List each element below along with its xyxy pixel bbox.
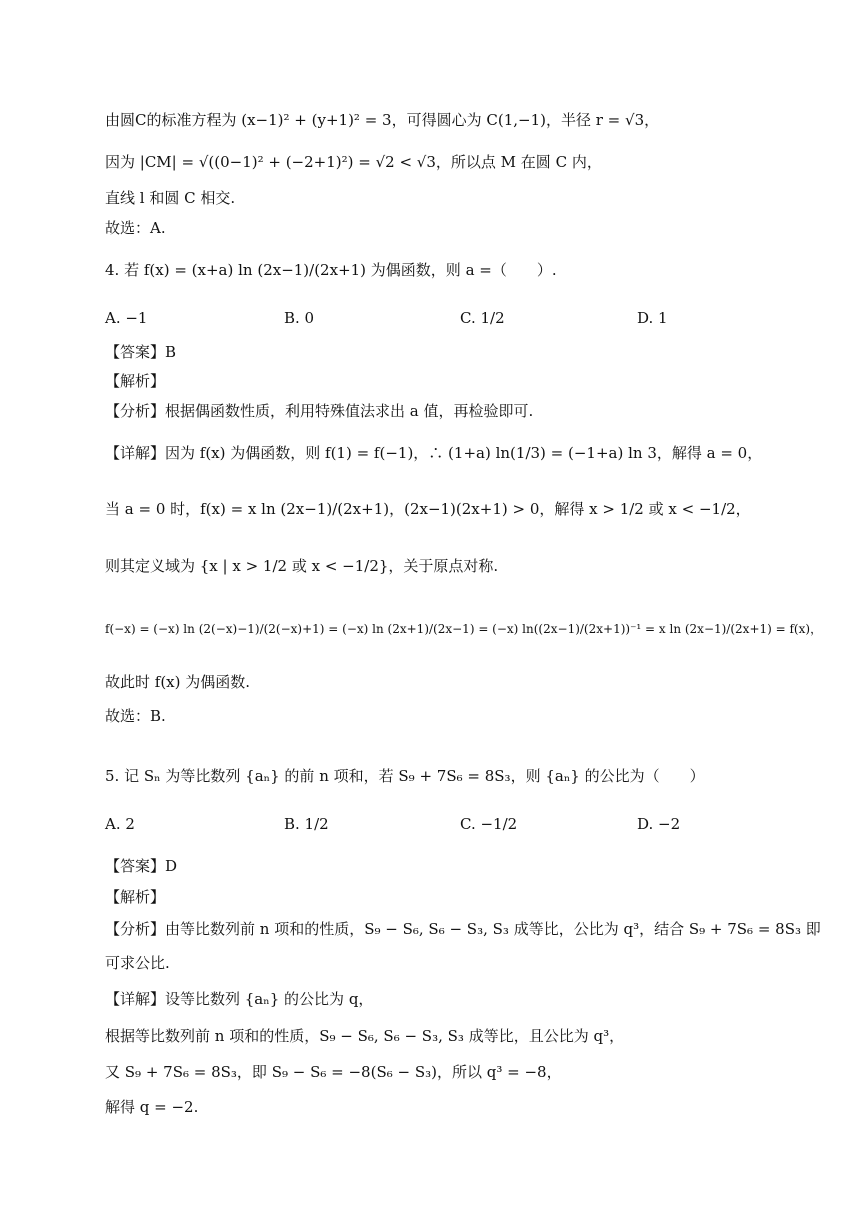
question-4: 4. 若 f(x) = (x+a) ln (2x−1)/(2x+1) 为偶函数，则 a =（ ）. (105, 261, 557, 279)
q5-option-a: A. 2 (105, 815, 135, 833)
text-line: 因为 |CM| = √((0−1)² + (−2+1)²) = √2 < √3，所以点 M 在圆 C 内， (105, 153, 602, 171)
q4-option-d: D. 1 (637, 309, 668, 327)
text-line: 当 a = 0 时，f(x) = x ln (2x−1)/(2x+1)，(2x−1)(2x+1) > 0，解得 x > 1/2 或 x < −1/2， (105, 500, 751, 518)
q4-option-c: C. 1/2 (460, 309, 505, 327)
analysis-label: 【解析】 (105, 888, 166, 906)
text-line: 【详解】因为 f(x) 为偶函数，则 f(1) = f(−1)，∴ (1+a) ln(1/3) = (−1+a) ln 3，解得 a = 0， (105, 444, 763, 462)
answer-label: 【答案】D (105, 857, 178, 875)
analysis-label: 【解析】 (105, 372, 166, 390)
text-line: 故选：A. (105, 219, 166, 237)
text-line: 【分析】由等比数列前 n 项和的性质，S₉ − S₆, S₆ − S₃, S₃ 成等比，公比为 q³，结合 S₉ + 7S₆ = 8S₃ 即 (105, 920, 821, 938)
text-line: 故选：B. (105, 707, 166, 725)
q5-option-d: D. −2 (637, 815, 681, 833)
text-line: 【详解】设等比数列 {aₙ} 的公比为 q， (105, 990, 374, 1008)
text-line: 由圆C的标准方程为 (x−1)² + (y+1)² = 3，可得圆心为 C(1,−1)，半径 r = √3， (105, 111, 660, 129)
text-line: 又 S₉ + 7S₆ = 8S₃，即 S₉ − S₆ = −8(S₆ − S₃)，所以 q³ = −8， (105, 1063, 562, 1081)
text-line: 可求公比. (105, 954, 170, 972)
text-line: 故此时 f(x) 为偶函数. (105, 673, 251, 691)
q4-option-a: A. −1 (105, 309, 148, 327)
answer-label: 【答案】B (105, 343, 177, 361)
text-line: 直线 l 和圆 C 相交. (105, 189, 236, 207)
q4-option-b: B. 0 (284, 309, 315, 327)
text-line: 根据等比数列前 n 项和的性质，S₉ − S₆, S₆ − S₃, S₃ 成等比，且公比为 q³， (105, 1027, 625, 1045)
formula-line: f(−x) = (−x) ln (2(−x)−1)/(2(−x)+1) = (−x) ln (2x+1)/(2x−1) = (−x) ln((2x−1)/(2x+1))⁻¹ = x ln (2x−1)/(2x+1) = f(x)， (105, 622, 823, 636)
text-line: 解得 q = −2. (105, 1098, 199, 1116)
q5-option-c: C. −1/2 (460, 815, 518, 833)
q5-option-b: B. 1/2 (284, 815, 329, 833)
question-5: 5. 记 Sₙ 为等比数列 {aₙ} 的前 n 项和，若 S₉ + 7S₆ = 8S₃，则 {aₙ} 的公比为（ ） (105, 767, 705, 785)
text-line: 【分析】根据偶函数性质，利用特殊值法求出 a 值，再检验即可. (105, 402, 534, 420)
text-line: 则其定义域为 {x | x > 1/2 或 x < −1/2}，关于原点对称. (105, 557, 499, 575)
